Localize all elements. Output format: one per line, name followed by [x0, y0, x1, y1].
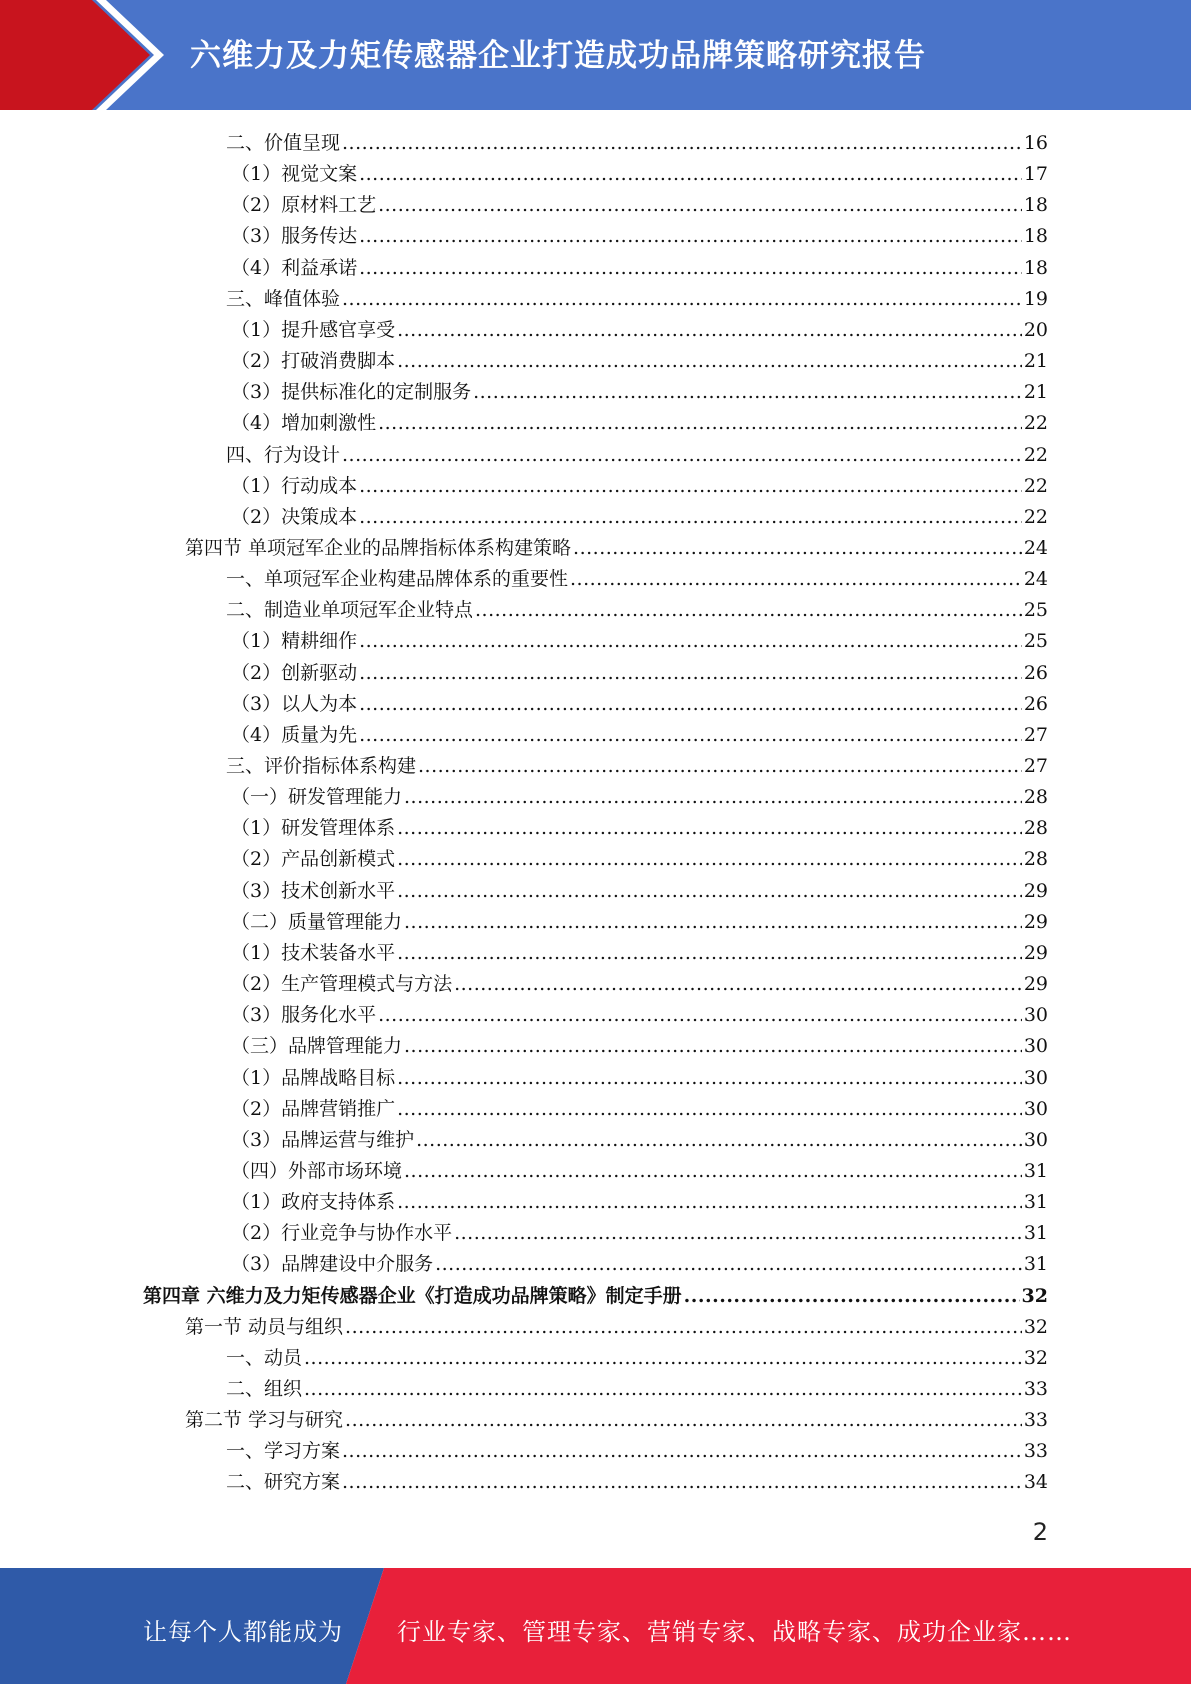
toc-entry[interactable] [226, 1343, 1048, 1374]
footer-banner [0, 1568, 1191, 1684]
toc-entry[interactable] [231, 190, 1048, 221]
toc-entry-page-number: 30 [1023, 1128, 1048, 1151]
toc-entry-page-number: 27 [1023, 755, 1048, 777]
toc-entry[interactable] [226, 595, 1048, 626]
toc-entry-page-number: 19 [1023, 287, 1048, 310]
toc-entry-title: 一、动员 [226, 1346, 303, 1369]
header-banner [0, 0, 1191, 110]
toc-entry-title: （4）质量为先 [231, 723, 358, 746]
toc-dot-leader [378, 190, 1022, 221]
toc-entry-page-number: 22 [1023, 443, 1048, 466]
toc-entry-page-number: 31 [1023, 1253, 1048, 1276]
toc-entry-page-number: 17 [1023, 163, 1048, 186]
toc-entry-title: （4）增加刺激性 [231, 412, 377, 435]
toc-entry[interactable] [226, 564, 1048, 595]
toc-dot-leader [342, 1436, 1022, 1467]
toc-entry-page-number: 22 [1023, 474, 1048, 497]
toc-entry-page-number: 33 [1023, 1409, 1048, 1432]
toc-entry[interactable] [231, 720, 1048, 751]
toc-entry-page-number: 28 [1023, 848, 1048, 871]
toc-entry-title: （3）服务化水平 [231, 1004, 377, 1027]
toc-entry[interactable] [231, 408, 1048, 439]
toc-dot-leader [378, 408, 1022, 439]
toc-dot-leader [304, 1343, 1022, 1374]
toc-entry[interactable] [226, 1467, 1048, 1498]
toc-entry-page-number: 26 [1023, 692, 1048, 715]
toc-entry-page-number: 24 [1023, 536, 1048, 559]
toc-entry-page-number: 16 [1023, 132, 1048, 154]
toc-entry[interactable] [231, 1125, 1048, 1156]
toc-entry[interactable] [231, 1218, 1048, 1249]
toc-entry[interactable] [226, 440, 1048, 471]
toc-entry[interactable] [143, 1281, 1048, 1312]
toc-entry-page-number: 24 [1023, 568, 1048, 591]
toc-dot-leader [397, 315, 1022, 346]
toc-entry[interactable] [231, 471, 1048, 502]
toc-entry-page-number: 32 [1021, 1284, 1048, 1307]
toc-entry-title: 第四节 单项冠军企业的品牌指标体系构建策略 [185, 536, 572, 559]
toc-entry-title: （三）品牌管理能力 [231, 1035, 403, 1058]
footer-slogan-left: 让每个人都能成为 [143, 1618, 343, 1646]
toc-entry-page-number: 26 [1023, 661, 1048, 684]
toc-entry[interactable] [231, 346, 1048, 377]
toc-entry[interactable] [231, 907, 1048, 938]
toc-entry[interactable] [226, 284, 1048, 315]
toc-entry-title: 第二节 学习与研究 [185, 1409, 344, 1432]
toc-entry-title: 第四章 六维力及力矩传感器企业《打造成功品牌策略》制定手册 [143, 1284, 682, 1307]
toc-dot-leader [359, 689, 1022, 720]
toc-entry-page-number: 20 [1023, 318, 1048, 341]
toc-entry-title: （1）视觉文案 [231, 163, 358, 186]
toc-entry-page-number: 30 [1023, 1035, 1048, 1058]
toc-entry[interactable] [226, 751, 1048, 782]
toc-entry[interactable] [231, 876, 1048, 907]
toc-entry-page-number: 31 [1023, 1191, 1048, 1214]
toc-entry-page-number: 33 [1023, 1378, 1048, 1400]
toc-dot-leader [342, 284, 1022, 315]
toc-entry[interactable] [231, 813, 1048, 844]
toc-dot-leader [345, 1405, 1022, 1436]
toc-entry[interactable] [226, 1436, 1048, 1467]
toc-entry-title: （1）政府支持体系 [231, 1191, 396, 1214]
toc-entry-title: （二）质量管理能力 [231, 910, 403, 933]
toc-entry[interactable] [231, 626, 1048, 657]
toc-dot-leader [397, 346, 1022, 377]
toc-dot-leader [359, 159, 1022, 190]
toc-entry-page-number: 18 [1023, 225, 1048, 248]
toc-entry-title: （2）原材料工艺 [231, 194, 377, 217]
toc-entry-page-number: 18 [1023, 194, 1048, 217]
toc-entry-page-number: 29 [1023, 941, 1048, 964]
toc-entry-title: （3）服务传达 [231, 225, 358, 248]
toc-entry[interactable] [231, 253, 1048, 284]
toc-entry-title: 二、制造业单项冠军企业特点 [226, 599, 474, 622]
toc-entry[interactable] [231, 1031, 1048, 1062]
toc-entry-title: （1）技术装备水平 [231, 941, 396, 964]
toc-entry-title: （2）产品创新模式 [231, 848, 396, 871]
toc-dot-leader [342, 128, 1022, 159]
toc-dot-leader [397, 1063, 1022, 1094]
toc-entry-title: （3）技术创新水平 [231, 879, 396, 902]
toc-entry-title: 第一节 动员与组织 [185, 1315, 344, 1338]
toc-entry-title: （3）品牌建设中介服务 [231, 1253, 434, 1276]
toc-dot-leader [404, 1156, 1022, 1187]
toc-dot-leader [359, 253, 1022, 284]
toc-dot-leader [475, 595, 1022, 626]
footer-slogan-right: 行业专家、管理专家、营销专家、战略专家、成功企业家…… [397, 1618, 1072, 1646]
toc-entry[interactable] [231, 1187, 1048, 1218]
toc-entry-page-number: 22 [1023, 412, 1048, 435]
toc-entry-title: （3）提供标准化的定制服务 [231, 381, 472, 404]
toc-dot-leader [342, 440, 1022, 471]
toc-dot-leader [397, 938, 1022, 969]
toc-entry-title: 二、研究方案 [226, 1471, 341, 1494]
toc-entry-page-number: 21 [1023, 350, 1048, 373]
toc-dot-leader [454, 1218, 1022, 1249]
toc-entry[interactable] [185, 533, 1048, 564]
toc-dot-leader [435, 1249, 1022, 1280]
toc-entry-title: （2）决策成本 [231, 505, 358, 528]
toc-entry-page-number: 31 [1023, 1159, 1048, 1182]
toc-entry-page-number: 22 [1023, 505, 1048, 528]
toc-entry-page-number: 18 [1023, 256, 1048, 279]
toc-entry[interactable] [231, 1094, 1048, 1125]
toc-dot-leader [397, 1187, 1022, 1218]
toc-entry-page-number: 30 [1023, 1004, 1048, 1027]
toc-entry-page-number: 34 [1023, 1471, 1048, 1494]
toc-entry[interactable] [185, 1312, 1048, 1343]
toc-dot-leader [404, 782, 1022, 813]
toc-dot-leader [378, 1000, 1022, 1031]
toc-entry-title: 三、评价指标体系构建 [226, 755, 417, 777]
toc-entry[interactable] [231, 1249, 1048, 1280]
toc-entry-title: 四、行为设计 [226, 443, 341, 466]
toc-entry[interactable] [231, 315, 1048, 346]
toc-entry-title: 一、学习方案 [226, 1440, 341, 1463]
toc-entry-page-number: 29 [1023, 879, 1048, 902]
toc-entry[interactable] [226, 128, 1048, 159]
toc-entry-title: （3）以人为本 [231, 692, 358, 715]
toc-dot-leader [454, 969, 1022, 1000]
toc-dot-leader [573, 533, 1022, 564]
toc-dot-leader [342, 1467, 1022, 1498]
toc-entry[interactable] [231, 658, 1048, 689]
toc-entry-title: 二、价值呈现 [226, 132, 341, 154]
toc-entry[interactable] [231, 1063, 1048, 1094]
toc-dot-leader [404, 1031, 1022, 1062]
toc-entry[interactable] [231, 782, 1048, 813]
toc-entry-page-number: 31 [1023, 1222, 1048, 1245]
toc-entry-page-number: 29 [1023, 910, 1048, 933]
toc-entry-title: （2）创新驱动 [231, 661, 358, 684]
toc-entry[interactable] [231, 844, 1048, 875]
toc-entry-title: 三、峰值体验 [226, 287, 341, 310]
toc-entry-page-number: 25 [1023, 599, 1048, 622]
toc-entry-page-number: 32 [1023, 1346, 1048, 1369]
toc-dot-leader [359, 502, 1022, 533]
toc-entry-title: （1）行动成本 [231, 474, 358, 497]
toc-entry-title: （3）品牌运营与维护 [231, 1128, 415, 1151]
toc-dot-leader [397, 813, 1022, 844]
toc-entry-page-number: 28 [1023, 786, 1048, 809]
toc-entry-title: 二、组织 [226, 1378, 303, 1400]
toc-entry-page-number: 29 [1023, 973, 1048, 996]
toc-entry-title: （2）品牌营销推广 [231, 1097, 396, 1120]
toc-dot-leader [345, 1312, 1022, 1343]
toc-entry[interactable] [231, 159, 1048, 190]
toc-entry-page-number: 25 [1023, 630, 1048, 653]
toc-dot-leader [397, 1094, 1022, 1125]
toc-entry[interactable] [185, 1405, 1048, 1436]
toc-entry[interactable] [231, 1156, 1048, 1187]
toc-entry-title: （2）打破消费脚本 [231, 350, 396, 373]
toc-entry-title: （1）精耕细作 [231, 630, 358, 653]
toc-entry-title: 一、单项冠军企业构建品牌体系的重要性 [226, 568, 569, 591]
toc-dot-leader [397, 844, 1022, 875]
toc-entry-page-number: 27 [1023, 723, 1048, 746]
toc-dot-leader [359, 471, 1022, 502]
page-number: 2 [1032, 1518, 1048, 1546]
toc-entry[interactable] [231, 689, 1048, 720]
toc-dot-leader [359, 221, 1022, 252]
toc-entry-title: （4）利益承诺 [231, 256, 358, 279]
toc-entry[interactable] [231, 938, 1048, 969]
report-title: 六维力及力矩传感器企业打造成功品牌策略研究报告 [190, 38, 926, 74]
toc-entry-page-number: 33 [1023, 1440, 1048, 1463]
toc-entry[interactable] [231, 377, 1048, 408]
toc-dot-leader [418, 751, 1022, 782]
toc-entry[interactable] [231, 1000, 1048, 1031]
toc-entry-title: （四）外部市场环境 [231, 1159, 403, 1182]
toc-dot-leader [304, 1374, 1022, 1405]
toc-entry[interactable] [226, 1374, 1048, 1405]
toc-entry-title: （1）研发管理体系 [231, 817, 396, 840]
toc-entry-title: （2）行业竞争与协作水平 [231, 1222, 453, 1245]
toc-entry-page-number: 30 [1023, 1097, 1048, 1120]
toc-entry[interactable] [231, 969, 1048, 1000]
toc-entry-page-number: 21 [1023, 381, 1048, 404]
toc-dot-leader [404, 907, 1022, 938]
toc-entry-title: （1）提升感官享受 [231, 318, 396, 341]
toc-entry-page-number: 30 [1023, 1066, 1048, 1089]
toc-dot-leader [359, 658, 1022, 689]
toc-entry[interactable] [231, 502, 1048, 533]
toc-dot-leader [570, 564, 1022, 595]
toc-dot-leader [416, 1125, 1022, 1156]
toc-entry-page-number: 28 [1023, 817, 1048, 840]
toc-entry-title: （2）生产管理模式与方法 [231, 973, 453, 996]
toc-dot-leader [359, 626, 1022, 657]
toc-dot-leader [684, 1281, 1020, 1312]
toc-entry-title: （一）研发管理能力 [231, 786, 403, 809]
toc-dot-leader [359, 720, 1022, 751]
toc-entry-page-number: 32 [1023, 1315, 1048, 1338]
toc-dot-leader [473, 377, 1022, 408]
toc-dot-leader [397, 876, 1022, 907]
toc-entry[interactable] [231, 221, 1048, 252]
toc-entry-title: （1）品牌战略目标 [231, 1066, 396, 1089]
